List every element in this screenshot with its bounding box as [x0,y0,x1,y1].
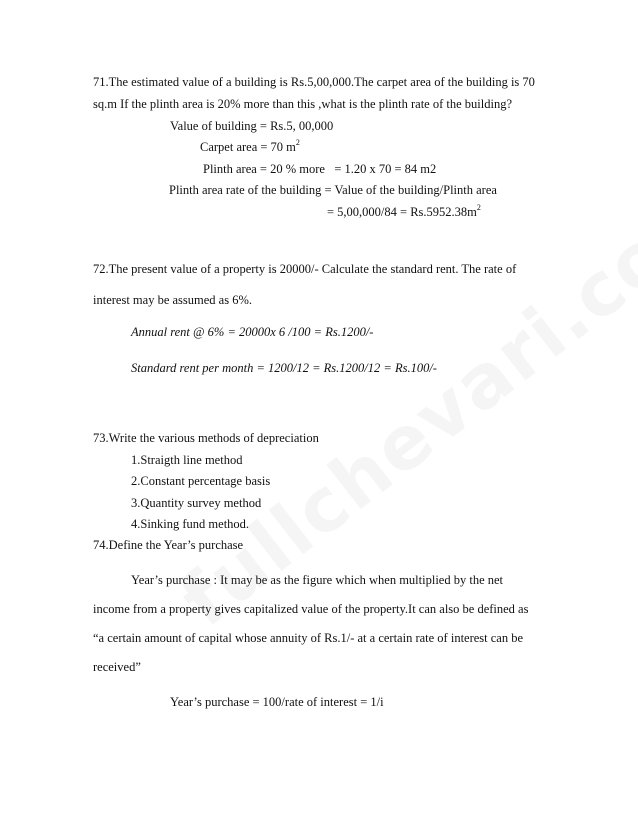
q74-definition-line-4: received” [93,660,141,674]
q71-result [327,204,481,220]
q74-definition-line-1: Year’s purchase : It may be as the figure which when multiplied by the net [131,573,504,587]
q72-standard-rent: Standard rent per month = 1200/12 = Rs.1200/12 = Rs.100/- [131,361,437,375]
q73-item-2: 2.Constant percentage basis [131,474,271,488]
q74-title: 74.Define the Year’s purchase [93,538,244,552]
q73-item-4: 4.Sinking fund method. [131,517,250,531]
q73-title: 73.Write the various methods of depreciation [93,431,319,445]
q71-plinth-rate-formula: Plinth area rate of the building = Value of the building/Plinth area [169,183,497,197]
q71-question-line-2: sq.m If the plinth area is 20% more than this ,what is the plinth rate of the building? [93,97,513,111]
q74-definition-line-2: income from a property gives capitalized value of the property.It can also be defined as [93,602,529,616]
q71-carpet-area-text: Carpet area = 70 m [200,140,296,154]
q72-question-line-2: interest may be assumed as 6%. [93,293,252,307]
q72-annual-rent: Annual rent @ 6% = 20000x 6 /100 = Rs.1200/- [131,325,374,339]
q71-carpet-area-sup: 2 [295,138,300,147]
q73-item-1: 1.Straigth line method [131,453,243,467]
q72-question-line-1: 72.The present value of a property is 20000/- Calculate the standard rent. The rate of [93,262,517,276]
q71-question-line-1: 71.The estimated value of a building is Rs.5,00,000.The carpet area of the building is 70 [93,75,535,89]
q71-value-of-building: Value of building = Rs.5, 00,000 [170,119,334,133]
q74-formula: Year’s purchase = 100/rate of interest = 1/i [170,695,384,709]
q71-carpet-area [200,139,300,155]
q71-result-text: = 5,00,000/84 = Rs.5952.38m [327,205,477,219]
q74-definition-line-3: “a certain amount of capital whose annuity of Rs.1/- at a certain rate of interest can be [93,631,524,645]
q71-result-sup: 2 [476,203,481,212]
q73-item-3: 3.Quantity survey method [131,496,262,510]
q71-plinth-area: Plinth area = 20 % more = 1.20 x 70 = 84 m2 [203,162,437,176]
